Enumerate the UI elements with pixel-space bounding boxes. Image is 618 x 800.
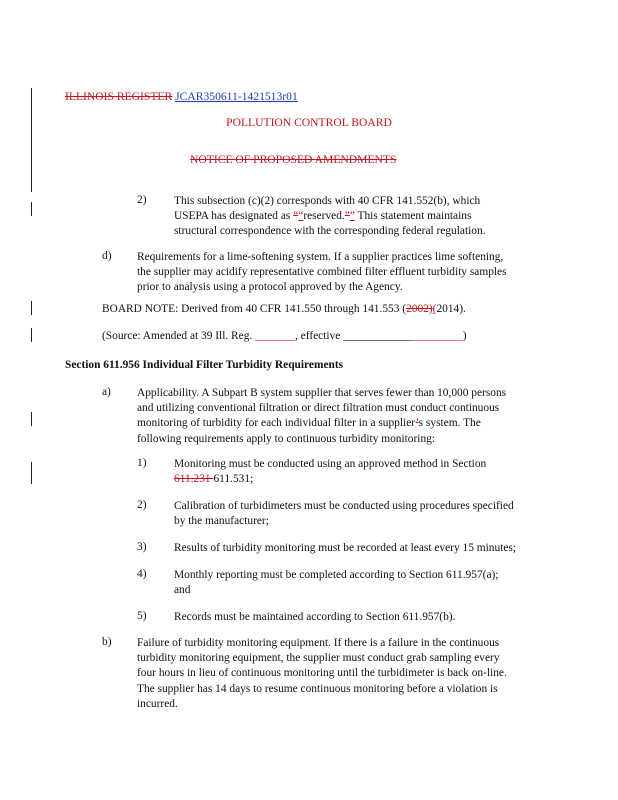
item-c2-line1: This subsection (c)(2) corresponds with 40 CFR 141.552(b), which — [174, 195, 481, 207]
change-bar — [31, 202, 32, 216]
change-bar — [31, 328, 32, 342]
subitem-2-number: 2) — [137, 499, 147, 511]
item-a-text: Applicability. A Subpart B system supplier that serves fewer than 10,000 persons and utilizing conventional filtration or direct filtration must conduct continuous monitoring of turbidity for each individual filter in a supplier’s system. The following requirements apply to continuous turbidity monitoring: — [137, 387, 507, 445]
change-bar — [31, 412, 32, 426]
item-c2-line2: USEPA has designated as ““reserved.”” This statement maintains — [174, 210, 472, 223]
item-c2-line3: structural correspondence with the corresponding federal regulation. — [174, 225, 486, 238]
notice-title: NOTICE OF PROPOSED AMENDMENTS — [190, 153, 397, 166]
subitem-3-number: 3) — [137, 541, 147, 553]
subitem-4-text: Monthly reporting must be completed according to Section 611.957(a); and — [174, 569, 499, 597]
subitem-2-text: Calibration of turbidimeters must be conducted using procedures specified by the manufacturer; — [174, 500, 514, 528]
source-note: (Source: Amended at 39 Ill. Reg. _______, effective _____________________) — [102, 330, 467, 342]
item-a-number: a) — [102, 386, 111, 398]
change-bar — [31, 88, 32, 192]
item-d-text: Requirements for a lime-softening system. If a supplier practices lime softening, the supplier may acidify representative combined filter effluent turbidity samples prior to analysis using a protocol approved by the Agency. — [137, 251, 507, 294]
section-heading: Section 611.956 Individual Filter Turbidity Requirements — [65, 359, 344, 371]
register-header — [65, 90, 298, 103]
item-d-number: d) — [102, 250, 112, 262]
item-c2-text — [174, 194, 534, 240]
change-bar — [31, 462, 32, 484]
item-b-number: b) — [102, 636, 112, 648]
item-b-text: Failure of turbidity monitoring equipment. If there is a failure in the continuous turbidity monitoring equipment, the supplier must conduct grab sampling every four hours in lieu of continuous monitoring until the turbidimeter is back on-line. The supplier has 14 days to resume continuous monitoring before a violation is incurred. — [137, 637, 507, 710]
change-bar — [31, 301, 32, 315]
subitem-4-number: 4) — [137, 568, 147, 580]
subitem-1-number: 1) — [137, 457, 147, 469]
register-struck: ILLINOIS REGISTER — [65, 90, 173, 103]
item-c2-number: 2) — [137, 194, 147, 206]
board-title: POLLUTION CONTROL BOARD — [226, 116, 392, 129]
subitem-5-number: 5) — [137, 610, 147, 622]
register-inserted: JCAR350611-1421513r01 — [175, 90, 298, 103]
subitem-3-text: Results of turbidity monitoring must be recorded at least every 15 minutes; — [174, 542, 516, 554]
subitem-5-text: Records must be maintained according to Section 611.957(b). — [174, 611, 456, 623]
board-note: BOARD NOTE: Derived from 40 CFR 141.550 through 141.553 (2002)(2014). — [102, 303, 466, 315]
subitem-1-text: Monitoring must be conducted using an approved method in Section 611.231 611.531; — [174, 458, 487, 486]
